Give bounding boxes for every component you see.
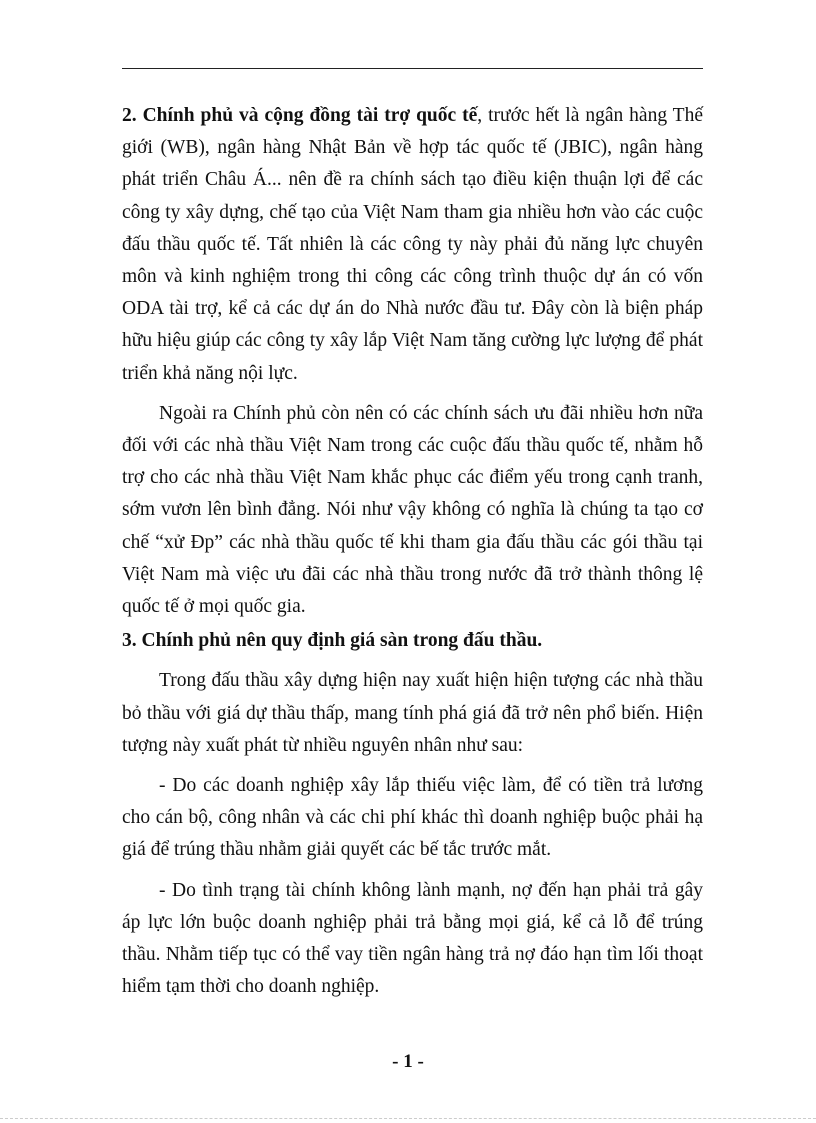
section-2-text: , trước hết là ngân hàng Thế giới (WB), ngân hàng Nhật Bản về hợp tác quốc tế (JBIC), ngân hàng phát triển Châu Á... nên đề ra chính sách tạo điều kiện thuận lợi để các công ty xây dựng, chế tạo của Việt Nam tham gia nhiều hơn vào các cuộc đấu thầu quốc tế. Tất nhiên là các công ty này phải đủ năng lực chuyên môn và kinh nghiệm trong thi công các công trình thuộc dự án có vốn ODA tài trợ, kể cả các dự án do Nhà nước đầu tư. Đây còn là biện pháp hữu hiệu giúp các công ty xây lắp Việt Nam tăng cường lực lượng để phát triển khả năng nội lực.	[122, 105, 703, 384]
section-3-intro: Trong đấu thầu xây dựng hiện nay xuất hiện hiện tượng các nhà thầu bỏ thầu với giá dự thầu thấp, mang tính phá giá đã trở nên phổ biến. Hiện tượng này xuất phát từ nhiều nguyên nhân như sau:	[122, 670, 703, 756]
page-number: - 1 -	[392, 1051, 424, 1072]
footer-rule	[0, 1118, 816, 1119]
section-3-bullet-1: - Do các doanh nghiệp xây lắp thiếu việc làm, để có tiền trả lương cho cán bộ, công nhân và các chi phí khác thì doanh nghiệp buộc phải hạ giá để trúng thầu nhằm giải quyết các bế tắc trước mắt.	[122, 775, 703, 861]
header-rule	[122, 68, 703, 69]
document-body	[122, 100, 703, 1003]
section-2-heading: 2. Chính phủ và cộng đồng tài trợ quốc tế	[122, 105, 478, 126]
section-2-paragraph-2: Ngoài ra Chính phủ còn nên có các chính sách ưu đãi nhiều hơn nữa đối với các nhà thầu Việt Nam trong các cuộc đấu thầu quốc tế, nhằm hỗ trợ cho các nhà thầu Việt Nam khắc phục các điểm yếu trong cạnh tranh, sớm vươn lên bình đẳng. Nói như vậy không có nghĩa là chúng ta tạo cơ chế “xử Đp” các nhà thầu quốc tế khi tham gia đấu thầu các gói thầu tại Việt Nam mà việc ưu đãi các nhà thầu trong nước đã trở thành thông lệ quốc tế ở mọi quốc gia.	[122, 402, 703, 618]
section-3-bullet-2: - Do tình trạng tài chính không lành mạnh, nợ đến hạn phải trả gây áp lực lớn buộc doanh nghiệp phải trả bằng mọi giá, kể cả lỗ để trúng thầu. Nhằm tiếp tục có thể vay tiền ngân hàng trả nợ đáo hạn tìm lối thoạt hiểm tạm thời cho doanh nghiệp.	[122, 879, 703, 998]
section-3-heading: 3. Chính phủ nên quy định giá sàn trong đấu thầu.	[122, 630, 543, 652]
section-2-paragraph	[122, 100, 703, 390]
